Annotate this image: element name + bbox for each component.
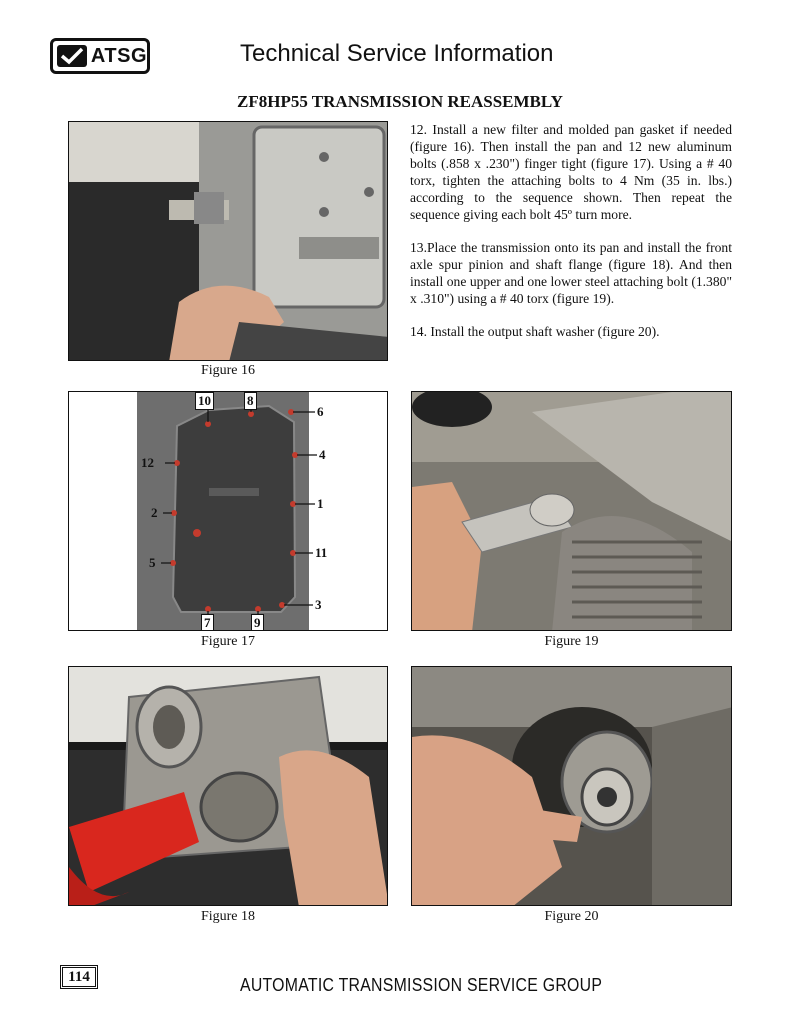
bolt-label-11: 11 xyxy=(315,545,328,560)
figure-20-photo xyxy=(411,666,732,906)
figure-19-caption: Figure 19 xyxy=(544,634,599,649)
bolt-label-8: 8 xyxy=(244,392,257,410)
logo-text: ATSG xyxy=(90,44,147,67)
page-number: 114 xyxy=(60,965,98,989)
bolt-label-2: 2 xyxy=(151,505,158,520)
step-14: 14. Install the output shaft washer (figure 20). xyxy=(410,324,660,339)
bolt-label-3: 3 xyxy=(315,597,322,612)
atsg-logo xyxy=(50,38,150,74)
checkmark-icon xyxy=(57,45,87,67)
section-title: ZF8HP55 TRANSMISSION REASSEMBLY xyxy=(237,92,563,111)
bolt-label-10: 10 xyxy=(195,392,214,410)
figure-18-caption: Figure 18 xyxy=(200,909,256,924)
step-12: 12. Install a new filter and molded pan gasket if needed (figure 16). Then install the pan and 12 new aluminum bolts (.858 x .230") finger tight (figure 17). Using a # 40 torx, tighten the attaching bolts to 4 Nm (35 in. lbs.) according to the sequence shown. Then repeat the sequence giving each bolt 45º turn more. xyxy=(410,122,732,222)
bolt-label-4: 4 xyxy=(319,447,326,462)
figure-17-bolt-sequence-diagram xyxy=(68,391,388,631)
instructions-text xyxy=(410,121,732,356)
figure-20-caption: Figure 20 xyxy=(544,909,599,924)
figure-19-photo xyxy=(411,391,732,631)
bolt-label-9: 9 xyxy=(251,614,264,631)
bolt-label-12: 12 xyxy=(141,455,154,470)
figure-16-caption: Figure 16 xyxy=(200,363,256,378)
figure-16-photo xyxy=(68,121,388,361)
bolt-label-7: 7 xyxy=(201,614,214,631)
figure-18-photo xyxy=(68,666,388,906)
bolt-label-6: 6 xyxy=(317,404,324,419)
footer-org-name: AUTOMATIC TRANSMISSION SERVICE GROUP xyxy=(240,975,603,995)
step-13: 13.Place the transmission onto its pan and install the front axle spur pinion and shaft flange (figure 18). And then install one upper and one lower steel attaching bolt (1.380" x .310") using a # 40 torx (figure 19). xyxy=(410,240,732,306)
figure-17-caption: Figure 17 xyxy=(200,634,256,649)
bolt-label-5: 5 xyxy=(149,555,156,570)
bolt-label-1: 1 xyxy=(317,496,324,511)
page-header-title: Technical Service Information xyxy=(240,40,554,67)
